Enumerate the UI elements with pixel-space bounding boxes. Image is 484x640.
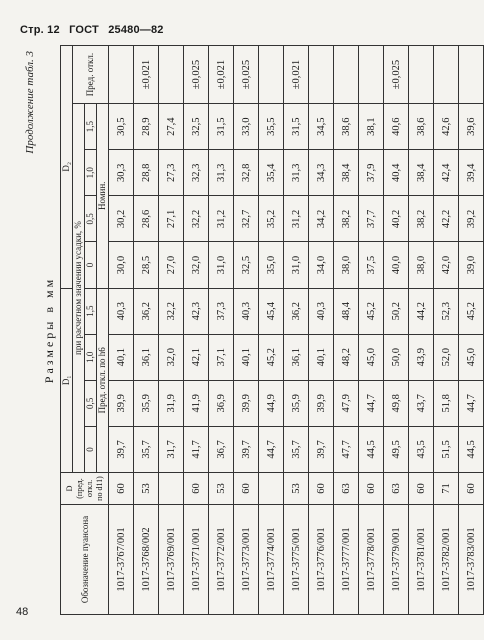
d2-value-cell: 31,0 [284,242,309,288]
shrink-value-header: 0 [85,242,97,288]
d1-value-cell: 42,3 [184,288,209,334]
d2-value-cell: 31,3 [284,150,309,196]
designation-cell: 1017-3774/001 [259,505,284,615]
d2-value-cell: 37,9 [359,150,384,196]
d1-value-cell: 36,9 [209,380,234,426]
d1-value-cell: 47,7 [334,426,359,472]
d1-value-cell: 44,5 [459,426,484,472]
d2-value-cell: 30,3 [109,150,134,196]
designation-cell: 1017-3769/001 [159,505,184,615]
d-cell: 60 [309,473,334,505]
d1-value-cell: 48,4 [334,288,359,334]
table-row [309,46,334,615]
d2-value-cell: 27,4 [159,104,184,150]
table-caption [20,45,60,615]
shrink-value-header: 0 [85,426,97,472]
d1-value-cell: 49,5 [384,426,409,472]
tolerance-cell: ±0,021 [209,46,234,104]
d1-value-cell: 36,2 [284,288,309,334]
d2-value-cell: 31,5 [209,104,234,150]
tolerance-cell [259,46,284,104]
d1-value-cell: 36,1 [284,334,309,380]
d2-header: D₂ [61,46,73,289]
d2-value-cell: 27,0 [159,242,184,288]
d2-value-cell: 32,5 [184,104,209,150]
d1-value-cell: 36,7 [209,426,234,472]
d1-value-cell: 39,7 [234,426,259,472]
rotated-table-area [20,45,477,615]
d2-value-cell: 31,2 [209,196,234,242]
tolerance-cell: ±0,025 [184,46,209,104]
d2-value-cell: 42,4 [434,150,459,196]
d2-value-cell: 28,5 [134,242,159,288]
d1-value-cell: 44,7 [259,426,284,472]
d1-value-cell: 40,1 [109,334,134,380]
d2-value-cell: 42,0 [434,242,459,288]
page-number: 48 [16,606,29,618]
d2-value-cell: 34,0 [309,242,334,288]
d2-value-cell: 39,6 [459,104,484,150]
d1-value-cell: 31,7 [159,426,184,472]
d2-value-cell: 28,9 [134,104,159,150]
designation-cell: 1017-3777/001 [334,505,359,615]
d1-value-cell: 40,1 [309,334,334,380]
d1-value-cell: 45,2 [459,288,484,334]
designation-cell: 1017-3782/001 [434,505,459,615]
d2-value-cell: 39,2 [459,196,484,242]
d1-value-cell: 39,9 [309,380,334,426]
designation-cell: 1017-3772/001 [209,505,234,615]
tolerance-cell [159,46,184,104]
table-row [384,46,409,615]
d2-value-cell: 37,5 [359,242,384,288]
table-row [209,46,234,615]
d2-value-cell: 32,8 [234,150,259,196]
d2-value-cell: 38,6 [409,104,434,150]
d-cell: 60 [409,473,434,505]
d1-value-cell: 45,4 [259,288,284,334]
d2-value-cell: 38,2 [409,196,434,242]
d2-value-cell: 32,2 [184,196,209,242]
d2-value-cell: 32,3 [184,150,209,196]
d1-header: D₁ [61,288,73,472]
table-row [359,46,384,615]
designation-cell: 1017-3771/001 [184,505,209,615]
d1-value-cell: 50,2 [384,288,409,334]
d-cell: 63 [334,473,359,505]
d1-value-cell: 40,1 [234,334,259,380]
d1-value-cell: 45,2 [359,288,384,334]
d-header: D (пред. откл. по d11) [61,473,109,505]
d-cell: 71 [434,473,459,505]
table-row [434,46,459,615]
d1-value-cell: 32,2 [159,288,184,334]
d1-value-cell: 44,7 [459,380,484,426]
d2-value-cell: 32,7 [234,196,259,242]
shrink-value-header: 1,0 [85,334,97,380]
d1-value-cell: 37,3 [209,288,234,334]
d2-value-cell: 42,6 [434,104,459,150]
shrink-value-header: 0,5 [85,196,97,242]
d2-value-cell: 40,2 [384,196,409,242]
d2-value-cell: 40,0 [384,242,409,288]
d2-value-cell: 38,0 [334,242,359,288]
shrink-value-header: 1,0 [85,150,97,196]
d1-value-cell: 40,3 [109,288,134,334]
designation-cell: 1017-3778/001 [359,505,384,615]
d1-value-cell: 44,5 [359,426,384,472]
table-head [61,46,109,615]
d2-value-cell: 28,6 [134,196,159,242]
d1-value-cell: 40,3 [309,288,334,334]
designation-cell: 1017-3779/001 [384,505,409,615]
d1-value-cell: 39,7 [109,426,134,472]
page-label: Стр. 12 [20,24,60,36]
d2-value-cell: 31,2 [284,196,309,242]
d-cell: 53 [134,473,159,505]
tolerance-header: Пред. откл. [73,46,109,104]
d2-value-cell: 30,0 [109,242,134,288]
d2-value-cell: 35,5 [259,104,284,150]
dimensions-table [60,45,484,615]
table-row [184,46,209,615]
d1-value-cell: 40,3 [234,288,259,334]
d2-value-cell: 38,1 [359,104,384,150]
d2-value-cell: 31,0 [209,242,234,288]
d1-value-cell: 32,0 [159,334,184,380]
d1-value-cell: 43,7 [409,380,434,426]
d1-value-cell: 31,9 [159,380,184,426]
d1-value-cell: 41,9 [184,380,209,426]
d1-value-cell: 52,3 [434,288,459,334]
d-cell: 53 [209,473,234,505]
d1-value-cell: 45,0 [459,334,484,380]
standard-number: 25480—82 [108,24,164,36]
table-row [234,46,259,615]
tolerance-cell: ±0,021 [134,46,159,104]
designation-cell: 1017-3783/001 [459,505,484,615]
d2-value-cell: 27,1 [159,196,184,242]
d2-value-cell: 35,2 [259,196,284,242]
d1-value-cell: 49,8 [384,380,409,426]
d1-value-cell: 39,7 [309,426,334,472]
continuation-label: Продолжение табл. 3 [24,51,36,154]
d1-value-cell: 43,5 [409,426,434,472]
d2-value-cell: 39,4 [459,150,484,196]
designation-cell: 1017-3775/001 [284,505,309,615]
d-cell: 60 [109,473,134,505]
designation-cell: 1017-3768/002 [134,505,159,615]
standard-label: ГОСТ [69,24,99,36]
d2-value-cell: 40,4 [384,150,409,196]
d2-value-cell: 32,0 [184,242,209,288]
tolerance-cell: ±0,021 [284,46,309,104]
d2-value-cell: 31,3 [209,150,234,196]
tolerance-cell [334,46,359,104]
tolerance-cell [434,46,459,104]
d1-value-cell: 47,9 [334,380,359,426]
designation-cell: 1017-3767/001 [109,505,134,615]
d1-value-cell: 44,2 [409,288,434,334]
d2-value-cell: 39,0 [459,242,484,288]
table-row [159,46,184,615]
designation-cell: 1017-3773/001 [234,505,259,615]
table-row [109,46,134,615]
d2-value-cell: 38,2 [334,196,359,242]
d-cell: 53 [284,473,309,505]
d2-value-cell: 34,2 [309,196,334,242]
d1-value-cell: 52,0 [434,334,459,380]
d1-value-cell: 39,9 [109,380,134,426]
d2-value-cell: 27,3 [159,150,184,196]
d1-value-cell: 51,8 [434,380,459,426]
table-row [459,46,484,615]
d1-value-cell: 35,9 [284,380,309,426]
d1-value-cell: 48,2 [334,334,359,380]
shrink-value-header: 0,5 [85,380,97,426]
tolerance-cell: ±0,025 [384,46,409,104]
d2-value-cell: 35,0 [259,242,284,288]
d1-value-cell: 35,7 [134,426,159,472]
tolerance-cell [459,46,484,104]
tolerance-cell [409,46,434,104]
dimensions-title: Размеры в мм [42,276,56,384]
d-cell [259,473,284,505]
table-row [334,46,359,615]
d2-value-cell: 38,0 [409,242,434,288]
table-row [284,46,309,615]
d1-value-cell: 51,5 [434,426,459,472]
d2-value-cell: 33,0 [234,104,259,150]
d1-value-cell: 35,7 [284,426,309,472]
shrink-value-header: 1,5 [85,288,97,334]
d-cell: 60 [359,473,384,505]
d1-value-cell: 44,7 [359,380,384,426]
d2-value-cell: 40,6 [384,104,409,150]
d1-value-cell: 45,0 [359,334,384,380]
table-body [109,46,484,615]
d2-value-cell: 42,2 [434,196,459,242]
table-row [409,46,434,615]
d2-value-cell: 34,3 [309,150,334,196]
d-cell: 60 [234,473,259,505]
tolerance-cell [109,46,134,104]
calc-shrink-header: при расчетном значении усадки, % [73,104,85,473]
d1-value-cell: 36,2 [134,288,159,334]
d1-value-cell: 50,0 [384,334,409,380]
d1-value-cell: 41,7 [184,426,209,472]
shrink-value-header: 1,5 [85,104,97,150]
d2-value-cell: 30,5 [109,104,134,150]
d2-value-cell: 38,6 [334,104,359,150]
d-cell: 60 [184,473,209,505]
d2-value-cell: 34,5 [309,104,334,150]
d2-value-cell: 28,8 [134,150,159,196]
d2-value-cell: 38,4 [409,150,434,196]
d-cell: 63 [384,473,409,505]
d-cell: 60 [459,473,484,505]
d1-value-cell: 42,1 [184,334,209,380]
table-row [259,46,284,615]
designation-cell: 1017-3781/001 [409,505,434,615]
d1-value-cell: 37,1 [209,334,234,380]
nominal-header: Номин. [97,104,109,289]
d2-value-cell: 31,5 [284,104,309,150]
designation-cell: 1017-3776/001 [309,505,334,615]
d1-value-cell: 43,9 [409,334,434,380]
d2-value-cell: 37,7 [359,196,384,242]
table-row [134,46,159,615]
d1-value-cell: 45,2 [259,334,284,380]
tolerance-cell [309,46,334,104]
d2-value-cell: 35,4 [259,150,284,196]
d2-value-cell: 30,2 [109,196,134,242]
d2-value-cell: 32,5 [234,242,259,288]
d1-value-cell: 35,9 [134,380,159,426]
tolerance-cell [359,46,384,104]
rotated-table-content [20,45,477,615]
d1-value-cell: 36,1 [134,334,159,380]
h6-tolerance-header: Пред. откл. по h6 [97,288,109,472]
d1-value-cell: 44,9 [259,380,284,426]
page-header [20,24,170,36]
designation-header: Обозначение пуансона [61,505,109,615]
tolerance-cell: ±0,025 [234,46,259,104]
d-cell [159,473,184,505]
d1-value-cell: 39,9 [234,380,259,426]
d2-value-cell: 38,4 [334,150,359,196]
